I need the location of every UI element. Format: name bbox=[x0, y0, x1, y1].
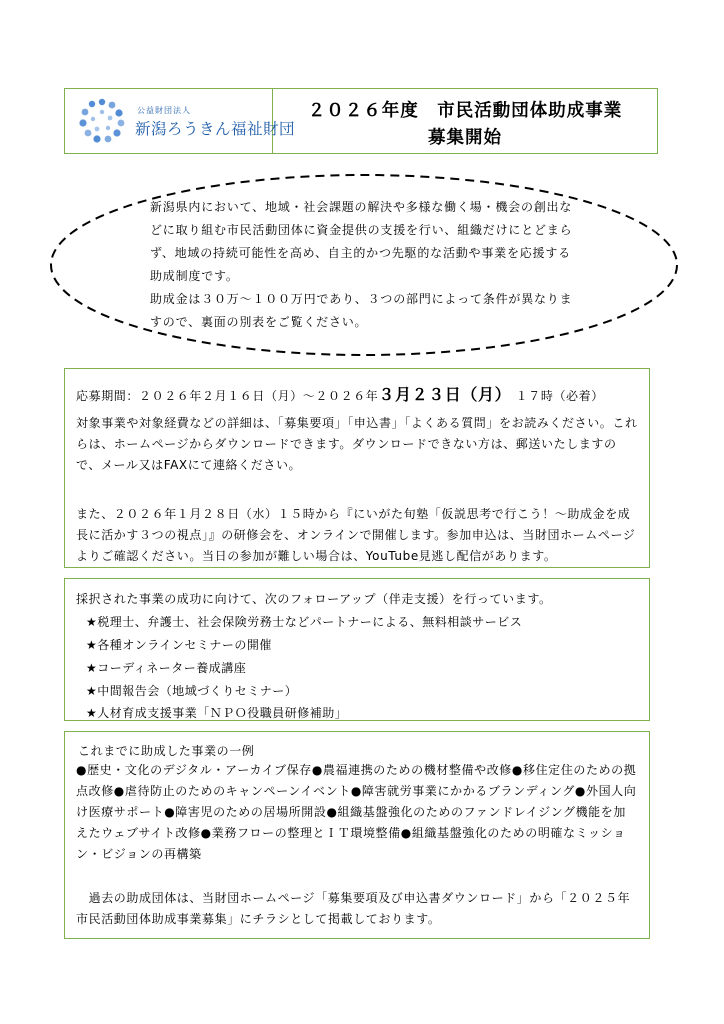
application-period bbox=[76, 382, 604, 405]
followup-item: ★人材育成支援事業「ＮＰＯ役職員研修補助」 bbox=[86, 706, 348, 720]
examples-list: ●歴史・文化のデジタル・アーカイブ保存●農福連携のための機材整備や改修●移住定住のための拠点改修●虐待防止のためのキャンペーンイベント●障害就労事業にかかるブランディング●外国人向け医療サポート●障害児のための居場所開設●組織基盤強化のためのファンドレイジング機能を加えたウェブサイト改修●業務フローの整理とＩＴ環境整備●組織基盤強化のための明確なミッション・ビジョンの再構築 bbox=[76, 763, 637, 861]
period-deadline: ３月２３日（月） bbox=[378, 385, 512, 404]
followup-intro: 採択された事業の成功に向けて、次のフォローアップ（伴走支援）を行っています。 bbox=[76, 592, 552, 606]
title-line-1: ２０２６年度 市民活動団体助成事業 bbox=[307, 101, 623, 121]
followup-item: ★コーディネーター養成講座 bbox=[86, 661, 247, 675]
foundation-logo-icon bbox=[79, 98, 125, 144]
title-line-2: 募集開始 bbox=[428, 128, 502, 148]
followup-item: ★税理士、弁護士、社会保険労務士などパートナーによる、無料相談サービス bbox=[86, 615, 523, 629]
page-title bbox=[273, 89, 657, 153]
followup-item: ★各種オンラインセミナーの開催 bbox=[86, 638, 272, 652]
examples-footer: 過去の助成団体は、当財団ホームページ「募集要項及び申込書ダウンロード」から「２０２５年市民活動団体助成事業募集」にチラシとして掲載しております。 bbox=[76, 891, 631, 926]
logo bbox=[65, 89, 296, 153]
followup-item: ★中間報告会（地域づくりセミナー） bbox=[86, 684, 298, 698]
workshop-info: また、２０２６年１月２８日（水）１５時から『にいがた旬塾「仮説思考で行こう！～助成金を成長に活かす３つの視点」』の研修会を、オンラインで開催します。参加申込は、当財団ホームページよりご確認ください。当日の参加が難しい場合は、YouTube見逃し配信があります。 bbox=[76, 507, 636, 563]
logo-subtitle: 公益財団法人 bbox=[137, 106, 191, 115]
logo-name: 新潟ろうきん福祉財団 bbox=[135, 120, 296, 138]
period-prefix: 応募期間：２０２６年２月１６日（月）～２０２６年 bbox=[76, 389, 379, 403]
header-box bbox=[64, 88, 658, 154]
application-details: 対象事業や対象経費などの詳細は、「募集要項」「申込書」「よくある質問」をお読みください。これらは、ホームページからダウンロードできます。ダウンロードできない方は、郵送いたしますので、メール又はFAXにて連絡ください。 bbox=[76, 416, 638, 472]
period-suffix: １７時（必着） bbox=[515, 389, 604, 403]
intro-text: 新潟県内において、地域・社会課題の解決や多様な働く場・機会の創出などに取り組む市民活動団体に資金提供の支援を行い、組織だけにとどまらず、地域の持続可能性を高め、自主的かつ先駆的な活動や事業を応援する助成制度です。 助成金は３０万～１００万円であり、３つの部門によって条件が異なりますので、裏面の別表をご覧ください。 bbox=[150, 200, 573, 329]
examples-heading: これまでに助成した事業の一例 bbox=[78, 744, 255, 758]
